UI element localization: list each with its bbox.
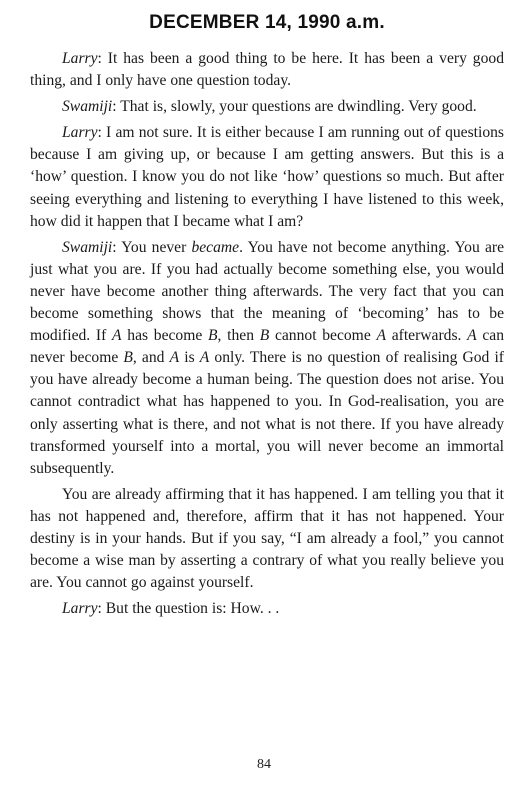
body-text <box>30 48 504 620</box>
paragraph <box>30 598 504 620</box>
paragraph-text: : That is, slowly, your questions are dwindling. Very good. <box>112 98 477 116</box>
emphasized-text: B <box>259 327 270 345</box>
speaker-name: Larry <box>62 124 98 142</box>
paragraph <box>30 484 504 594</box>
emphasized-text: A <box>376 327 386 345</box>
paragraph-text: only. There is no question of realising God if you have already become a human being. The question does not arise. You cannot contradict what has happened to you. In God-realisation, you are only asserting what is there, and not what is not there. If you have already transformed yourself into a mortal, you will never become an immortal subsequently. <box>30 349 505 477</box>
page-number: 84 <box>257 757 271 772</box>
paragraph-text: is <box>179 349 200 367</box>
paragraph-text: . You have not become anything. You are just what you are. If you had actually become something else, you would never have become another thing afterwards. The very fact that you can become something shows that the meaning of ‘becoming’ has to be modified. If <box>30 238 504 345</box>
paragraph-text: afterwards. <box>386 327 468 345</box>
paragraph <box>30 96 504 118</box>
paragraph <box>30 48 504 92</box>
speaker-name: Larry <box>62 50 98 67</box>
paragraph-text: : You never <box>112 238 192 256</box>
emphasized-text: A <box>467 327 477 345</box>
speaker-name: Swamiji <box>62 98 113 116</box>
paragraph-text: , then <box>217 327 260 345</box>
emphasized-text: B <box>208 327 218 345</box>
paragraph-text: , and <box>132 349 170 367</box>
emphasized-text: A <box>112 327 122 345</box>
paragraph-text: can never become <box>30 327 505 367</box>
paragraph-text: : But the question is: How. . . <box>97 600 280 618</box>
paragraph-text: : It has been a good thing to be here. It has been a very good thing, and I only have one question today. <box>30 50 504 90</box>
emphasized-text: A <box>169 349 180 367</box>
paragraph <box>30 237 504 480</box>
paragraph-text: has become <box>121 327 208 345</box>
paragraph <box>30 122 504 232</box>
paragraph-text: : I am not sure. It is either because I am running out of questions because I am giving up, or because I am getting answers. But this is a ‘how’ question. I know you do not like ‘how’ questions so much. But after seeing everything and listening to everything I have listened to this week, how did it happen that I became what I am? <box>30 124 504 230</box>
emphasized-text: became <box>191 238 240 256</box>
page-title: DECEMBER 14, 1990 a.m. <box>149 12 385 33</box>
emphasized-text: B <box>123 349 133 367</box>
paragraph-text: You are already affirming that it has happened. I am telling you that it has not happened and, therefore, affirm that it has not happened. Your destiny is in your hands. But if you say, “I am already a fool,” you cannot become a wise man by asserting a contrary of what you really believe you are. You cannot go against yourself. <box>30 485 504 592</box>
document-page <box>30 12 504 624</box>
speaker-name: Swamiji <box>62 238 113 256</box>
speaker-name: Larry <box>62 600 98 618</box>
emphasized-text: A <box>199 349 210 367</box>
paragraph-text: cannot become <box>269 327 377 345</box>
